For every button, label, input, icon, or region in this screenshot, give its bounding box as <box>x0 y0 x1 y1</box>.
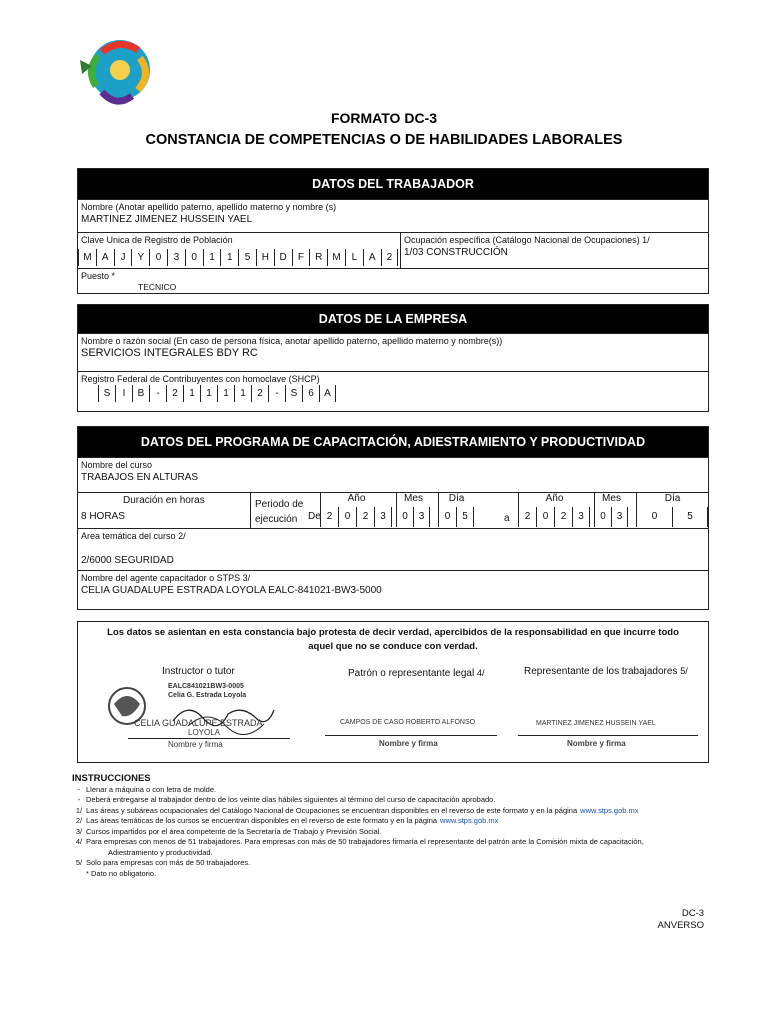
instruction-mark: - <box>77 795 81 804</box>
date-cells <box>396 507 430 527</box>
instruction-text: Adiestramiento y productividad. <box>108 847 213 857</box>
date-header: Día <box>438 493 474 507</box>
period-label-cell <box>250 493 303 529</box>
patron-note: 4/ <box>476 668 485 678</box>
curp-char: M <box>78 249 96 266</box>
date-cells <box>518 507 590 527</box>
rep-name: MARTINEZ JIMENEZ HUSSEIN YAEL <box>536 720 656 727</box>
rfc-cells <box>98 385 336 402</box>
worker-heading: DATOS DEL TRABAJADOR <box>78 169 708 199</box>
instruction-mark: 3/ <box>75 826 83 836</box>
instructor-firma-label: Nombre y firma <box>168 740 223 749</box>
occupation-note: 1/ <box>642 235 650 245</box>
instruction-item <box>72 858 712 869</box>
duration-value: 8 HORAS <box>81 511 125 522</box>
date-digit: 3 <box>413 507 430 527</box>
area-note: 2/ <box>178 531 186 541</box>
period-a-label: a <box>504 513 510 524</box>
instruction-item <box>72 785 712 796</box>
stamp-line-1: EALC841021BW3-0005 <box>168 683 244 690</box>
duration-row <box>78 492 708 528</box>
date-digit: 0 <box>636 507 672 527</box>
instructions-list <box>72 785 712 880</box>
rfc-char: 6 <box>302 385 319 402</box>
agent-note: 3/ <box>242 573 251 583</box>
instruction-text: * Dato no obligatorio. <box>86 868 157 878</box>
date-digit: 3 <box>611 507 628 527</box>
rfc-label: Registro Federal de Contribuyentes con homoclave (SHCP) <box>81 374 320 384</box>
curp-char: A <box>96 249 114 266</box>
rfc-char: 1 <box>217 385 234 402</box>
instruction-item <box>72 827 712 838</box>
date-header: Mes <box>396 493 430 507</box>
rfc-char: 1 <box>200 385 217 402</box>
instruction-item <box>72 806 712 817</box>
declaration-line-1: Los datos se asientan en esta constancia bajo protesta de decir verdad, apercibidos de la responsabilidad en que incurre todo <box>107 627 679 638</box>
curp-char: M <box>327 249 345 266</box>
area-value: 2/6000 SEGURIDAD <box>81 555 174 566</box>
rep-label: Representante de los trabajadores <box>524 666 678 677</box>
date-cells <box>320 507 392 527</box>
rep-firma-label: Nombre y firma <box>567 739 626 748</box>
company-name-label: Nombre o razón social (En caso de persona física, anotar apellido paterno, apellido materno y nombre(s)) <box>81 336 503 346</box>
instruction-mark: 2/ <box>75 816 83 825</box>
date-header: Año <box>518 493 590 507</box>
date-digit: 0 <box>536 507 554 527</box>
date-digit: 2 <box>518 507 536 527</box>
area-row <box>78 528 708 570</box>
agent-label: Nombre del agente capacitador o STPS <box>81 573 241 583</box>
course-row <box>78 457 708 492</box>
date-digit: 3 <box>374 507 392 527</box>
date-digit: 0 <box>438 507 456 527</box>
area-label: Area temática del curso <box>81 531 176 541</box>
instructor-label: Instructor o tutor <box>162 666 235 677</box>
date-cells <box>636 507 708 527</box>
period-label-1: Periodo de <box>255 499 304 510</box>
footer <box>640 908 704 932</box>
company-name-value: SERVICIOS INTEGRALES BDY RC <box>81 347 258 359</box>
rfc-char: 1 <box>234 385 251 402</box>
patron-sign-line <box>325 735 497 736</box>
date-header: Día <box>636 493 708 507</box>
date-header: Mes <box>594 493 628 507</box>
patron-label-wrap <box>348 668 485 679</box>
curp-label: Clave Unica de Registro de Población <box>81 235 233 245</box>
period-de-label: De <box>308 511 321 522</box>
rep-label-wrap <box>524 666 688 677</box>
form-subtitle: CONSTANCIA DE COMPETENCIAS O DE HABILIDADES LABORALES <box>145 132 623 148</box>
date-digit: 2 <box>320 507 338 527</box>
program-section <box>77 426 709 610</box>
rfc-char: S <box>285 385 302 402</box>
instruction-item <box>72 869 712 880</box>
rfc-char: S <box>98 385 115 402</box>
curp-cells <box>78 249 398 266</box>
occupation-cell <box>400 233 710 269</box>
date-header: Año <box>320 493 392 507</box>
date-digit: 2 <box>554 507 572 527</box>
worker-name-label: Nombre (Anotar apellido paterno, apellido materno y nombre (s) <box>81 202 337 212</box>
agent-value: CELIA GUADALUPE ESTRADA LOYOLA EALC-841021-BW3-5000 <box>81 585 382 596</box>
patron-name: CAMPOS DE CASO ROBERTO ALFONSO <box>340 719 476 726</box>
rep-note: 5/ <box>680 666 688 676</box>
puesto-value: TECNICO <box>138 282 177 292</box>
curp-char: L <box>345 249 363 266</box>
instruction-item <box>72 837 712 848</box>
instruction-item <box>72 795 712 806</box>
worker-puesto-row <box>78 268 708 293</box>
company-name-row <box>78 333 708 371</box>
signature-box <box>77 621 709 763</box>
instruction-item <box>72 816 712 827</box>
rfc-char: - <box>149 385 166 402</box>
instructions <box>72 774 712 879</box>
curp-char: F <box>292 249 310 266</box>
instruction-mark: 5/ <box>75 858 83 867</box>
instruction-text: Deberá entregarse al trabajador dentro de los veinte días hábiles siguientes al término del curso de capacitación aprobado. <box>86 795 496 804</box>
company-heading: DATOS DE LA EMPRESA <box>78 305 708 333</box>
instruction-mark <box>72 869 86 880</box>
rfc-char: A <box>319 385 336 402</box>
curp-char: 5 <box>238 249 256 266</box>
instruction-mark <box>72 848 86 859</box>
date-digit: 5 <box>672 507 708 527</box>
rfc-char: - <box>268 385 285 402</box>
instructor-name-2: LOYOLA <box>188 728 221 737</box>
date-cells <box>438 507 474 527</box>
program-heading: DATOS DEL PROGRAMA DE CAPACITACIÓN, ADIESTRAMIENTO Y PRODUCTIVIDAD <box>78 427 708 457</box>
date-digit: 0 <box>594 507 611 527</box>
date-digit: 2 <box>356 507 374 527</box>
declaration-line-2: aquel que no se conduce con verdad. <box>308 641 478 652</box>
occupation-label: Ocupación específica (Catálogo Nacional de Ocupaciones) <box>404 235 640 245</box>
course-label: Nombre del curso <box>81 460 153 470</box>
instruction-mark: 4/ <box>75 837 83 846</box>
curp-char: 2 <box>381 249 399 266</box>
duration-label: Duración en horas <box>123 495 205 506</box>
date-digit: 0 <box>396 507 413 527</box>
curp-char: H <box>256 249 274 266</box>
date-cells <box>594 507 628 527</box>
curp-char: D <box>274 249 292 266</box>
instruction-text: Las áreas y subáreas ocupacionales del Catálogo Nacional de Ocupaciones se encuentran disponibles en el reverso de este formato y en la página <box>86 805 578 815</box>
instruction-item <box>72 848 712 859</box>
stps-link[interactable]: www.stps.gob.mx <box>580 805 639 815</box>
date-digit: 0 <box>338 507 356 527</box>
stps-link[interactable]: www.stps.gob.mx <box>440 816 499 825</box>
curp-char: 0 <box>149 249 167 266</box>
instruction-mark: - <box>77 784 81 794</box>
company-section <box>77 304 709 412</box>
curp-char: 0 <box>185 249 203 266</box>
form-title: FORMATO DC-3 <box>330 110 438 126</box>
rfc-char: B <box>132 385 149 402</box>
curp-char: J <box>114 249 132 266</box>
rfc-char: I <box>115 385 132 402</box>
instruction-text: Llenar a máquina o con letra de molde. <box>86 784 217 794</box>
period-label-2: ejecución <box>255 514 298 525</box>
globe-arrows-logo <box>72 30 162 110</box>
patron-label: Patrón o representante legal <box>348 668 475 679</box>
instruction-text: Cursos impartidos por el área competente de la Secretaría de Trabajo y Previsión Social. <box>86 826 382 836</box>
curp-char: R <box>309 249 327 266</box>
instruction-text: Para empresas con menos de 51 trabajadores. Para empresas con más de 50 trabajadores firmaría el representante del patrón ante la Comisión mixta de capacitación, <box>86 837 644 846</box>
course-value: TRABAJOS EN ALTURAS <box>81 472 199 483</box>
rfc-char: 2 <box>251 385 268 402</box>
date-digit: 3 <box>572 507 590 527</box>
instructions-title: INSTRUCCIONES <box>72 773 151 784</box>
instruction-text: Solo para empresas con más de 50 trabajadores. <box>86 858 251 867</box>
instructor-sign-line <box>128 738 290 739</box>
curp-char: 1 <box>220 249 238 266</box>
instruction-mark: 1/ <box>75 805 83 815</box>
date-digit: 5 <box>456 507 474 527</box>
instruction-text: Las áreas temáticas de los cursos se encuentran disponibles en el reverso de este formato y en la página <box>86 816 438 825</box>
instructor-name: CELIA GUADALUPE ESTRADA <box>134 718 263 728</box>
agent-row <box>78 570 708 611</box>
puesto-label: Puesto * <box>81 271 116 281</box>
footer-side: ANVERSO <box>657 920 704 931</box>
rfc-char: 2 <box>166 385 183 402</box>
stamp-line-2: Celia G. Estrada Loyola <box>168 692 247 699</box>
instructor-signature-scribble <box>168 696 278 736</box>
worker-section <box>77 168 709 294</box>
occupation-value: 1/03 CONSTRUCCIÓN <box>404 247 508 258</box>
curp-char: Y <box>131 249 149 266</box>
company-rfc-row <box>78 371 708 411</box>
footer-code: DC-3 <box>681 908 704 919</box>
patron-firma-label: Nombre y firma <box>379 739 438 748</box>
worker-name-row <box>78 199 708 232</box>
rfc-char: 1 <box>183 385 200 402</box>
worker-name-value: MARTINEZ JIMENEZ HUSSEIN YAEL <box>81 214 253 225</box>
curp-char: A <box>363 249 381 266</box>
rep-sign-line <box>518 735 698 736</box>
worker-curp-row <box>78 232 708 268</box>
curp-char: 1 <box>203 249 221 266</box>
curp-char: 3 <box>167 249 185 266</box>
